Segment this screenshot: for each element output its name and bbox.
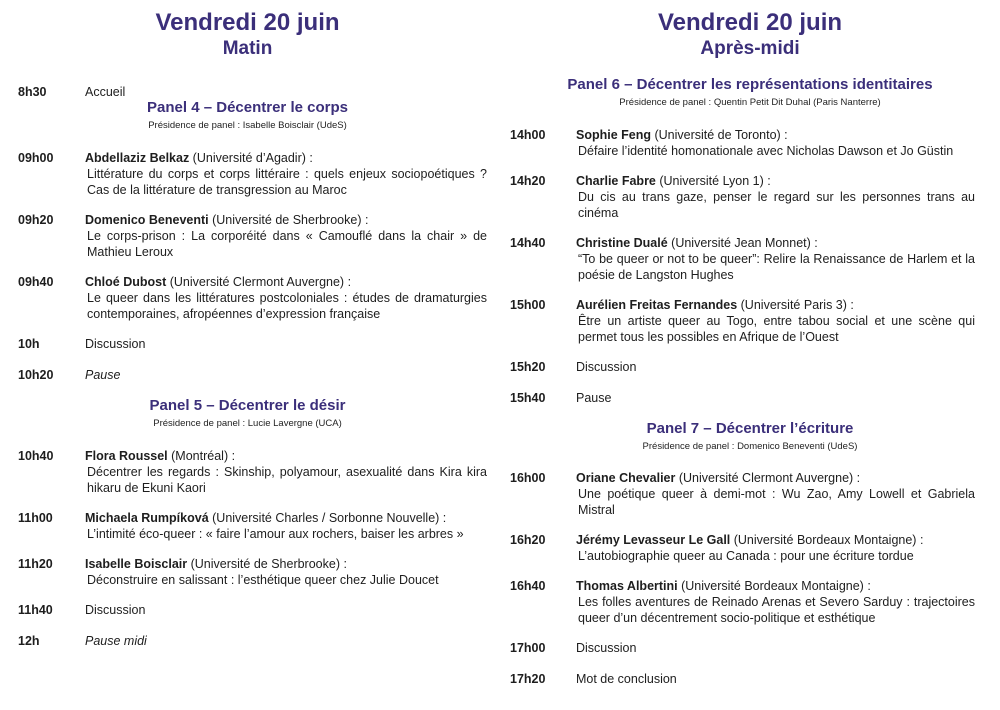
talk-title: Décentrer les regards : Skinship, polyamour, asexualité dans Kira kira hikaru de Ekuni Kaori — [87, 465, 487, 495]
speaker-affiliation: (Université Jean Monnet) : — [667, 236, 818, 250]
speaker-affiliation: (Université Charles / Sorbonne Nouvelle) : — [208, 511, 447, 525]
time: 14h00 — [510, 128, 546, 142]
time: 16h20 — [510, 533, 546, 547]
speaker-name: Jérémy Levasseur Le Gall — [576, 533, 731, 547]
item-label: Mot de conclusion — [576, 672, 677, 686]
speaker-name: Oriane Chevalier — [576, 471, 676, 485]
time: 11h20 — [18, 557, 53, 571]
panel-title: Panel 7 – Décentrer l’écriture — [646, 420, 854, 437]
speaker — [85, 510, 446, 526]
item-label: Pause — [576, 391, 612, 405]
time: 17h20 — [510, 672, 546, 686]
time: 15h40 — [510, 391, 546, 405]
panel-title: Panel 6 – Décentrer les représentations identitaires — [567, 76, 933, 93]
talk-title: Les folles aventures de Reinado Arenas et Severo Sarduy : trajectoires queer d’un décentrement socio-politique et esthétique — [578, 595, 975, 625]
item-label: Discussion — [85, 603, 146, 617]
speaker-name: Sophie Feng — [576, 128, 651, 142]
time: 10h20 — [18, 368, 54, 382]
speaker-name: Chloé Dubost — [85, 275, 167, 289]
speaker-affiliation: (Université de Sherbrooke) : — [208, 213, 369, 227]
time: 15h00 — [510, 298, 546, 312]
item-label: Pause midi — [85, 634, 147, 648]
speaker-affiliation: (Université de Sherbrooke) : — [187, 557, 347, 571]
panel-chair: Présidence de panel : Quentin Petit Dit Duhal (Paris Nanterre) — [619, 97, 881, 108]
time: 14h20 — [510, 174, 546, 188]
speaker-affiliation: (Université Clermont Auvergne) : — [166, 275, 352, 289]
time: 10h — [18, 337, 40, 351]
speaker-affiliation: (Université Lyon 1) : — [655, 174, 771, 188]
time: 12h — [18, 634, 40, 648]
time: 14h40 — [510, 236, 546, 250]
item-label: Discussion — [85, 337, 146, 351]
talk-title: L’autobiographie queer au Canada : pour une écriture tordue — [578, 549, 914, 563]
speaker — [576, 532, 923, 548]
talk-title: Du cis au trans gaze, penser le regard sur les personnes trans au cinéma — [578, 190, 975, 220]
talk-title: Être un artiste queer au Togo, entre tabou social et une scène qui permet tous les possibles en Afrique de l’Ouest — [578, 314, 975, 344]
time: 15h20 — [510, 360, 546, 374]
speaker — [85, 448, 235, 464]
speaker — [576, 578, 871, 594]
talk-title: Déconstruire en salissant : l’esthétique queer chez Julie Doucet — [87, 573, 439, 587]
day-title: Vendredi 20 juin — [657, 9, 843, 36]
panel-chair: Présidence de panel : Domenico Beneventi (UdeS) — [642, 441, 858, 452]
speaker-name: Domenico Beneventi — [85, 213, 209, 227]
speaker-name: Abdellaziz Belkaz — [85, 151, 190, 165]
speaker — [85, 212, 368, 228]
speaker-affiliation: (Université Paris 3) : — [737, 298, 854, 312]
time: 10h40 — [18, 449, 54, 463]
speaker — [576, 127, 788, 143]
speaker — [85, 274, 351, 290]
speaker-affiliation: (Montréal) : — [167, 449, 236, 463]
speaker — [576, 470, 860, 486]
talk-title: Le corps-prison : La corporéité dans « Camouflé dans la chair » de Mathieu Leroux — [87, 229, 487, 259]
speaker-name: Aurélien Freitas Fernandes — [576, 298, 738, 312]
speaker-affiliation: (Université Clermont Auvergne) : — [675, 471, 861, 485]
item-label: Discussion — [576, 641, 637, 655]
item-label: Accueil — [85, 85, 126, 99]
speaker — [85, 556, 347, 572]
speaker-name: Thomas Albertini — [576, 579, 678, 593]
speaker-name: Michaela Rumpíková — [85, 511, 209, 525]
speaker-affiliation: (Université Bordeaux Montaigne) : — [677, 579, 871, 593]
talk-title: Défaire l’identité homonationale avec Nicholas Dawson et Jo Güstin — [578, 144, 954, 158]
time: 8h30 — [18, 85, 47, 99]
day-title: Vendredi 20 juin — [155, 9, 340, 36]
session-title: Après-midi — [700, 38, 800, 59]
speaker — [576, 297, 854, 313]
speaker — [85, 150, 313, 166]
time: 09h00 — [18, 151, 54, 165]
speaker-affiliation: (Université de Toronto) : — [651, 128, 788, 142]
item-label: Discussion — [576, 360, 637, 374]
talk-title: Le queer dans les littératures postcoloniales : études de dramaturgies contemporaines, afropéennes d’expression française — [87, 291, 487, 321]
time: 11h00 — [18, 511, 53, 525]
panel-chair: Présidence de panel : Isabelle Boisclair (UdeS) — [148, 120, 347, 131]
time: 16h00 — [510, 471, 546, 485]
talk-title: Une poétique queer à demi-mot : Wu Zao, Amy Lowell et Gabriela Mistral — [578, 487, 975, 517]
speaker-name: Flora Roussel — [85, 449, 168, 463]
panel-chair: Présidence de panel : Lucie Lavergne (UCA) — [153, 418, 342, 429]
time: 11h40 — [18, 603, 53, 617]
speaker-name: Isabelle Boisclair — [85, 557, 188, 571]
panel-title: Panel 4 – Décentrer le corps — [147, 99, 348, 116]
talk-title: L’intimité éco-queer : « faire l’amour aux rochers, baiser les arbres » — [87, 527, 464, 541]
speaker — [576, 173, 771, 189]
item-label: Pause — [85, 368, 121, 382]
time: 09h40 — [18, 275, 54, 289]
speaker-affiliation: (Université d’Agadir) : — [189, 151, 313, 165]
time: 17h00 — [510, 641, 546, 655]
panel-title: Panel 5 – Décentrer le désir — [149, 397, 346, 414]
speaker-name: Charlie Fabre — [576, 174, 656, 188]
time: 16h40 — [510, 579, 546, 593]
speaker — [576, 235, 818, 251]
session-title: Matin — [222, 38, 273, 59]
speaker-name: Christine Dualé — [576, 236, 668, 250]
speaker-affiliation: (Université Bordeaux Montaigne) : — [730, 533, 924, 547]
talk-title: “To be queer or not to be queer”: Relire la Renaissance de Harlem et la poésie de Langston Hughes — [578, 252, 975, 282]
time: 09h20 — [18, 213, 54, 227]
talk-title: Littérature du corps et corps littéraire : quels enjeux sociopoétiques ? Cas de la littérature de transgression au Maroc — [87, 167, 487, 197]
